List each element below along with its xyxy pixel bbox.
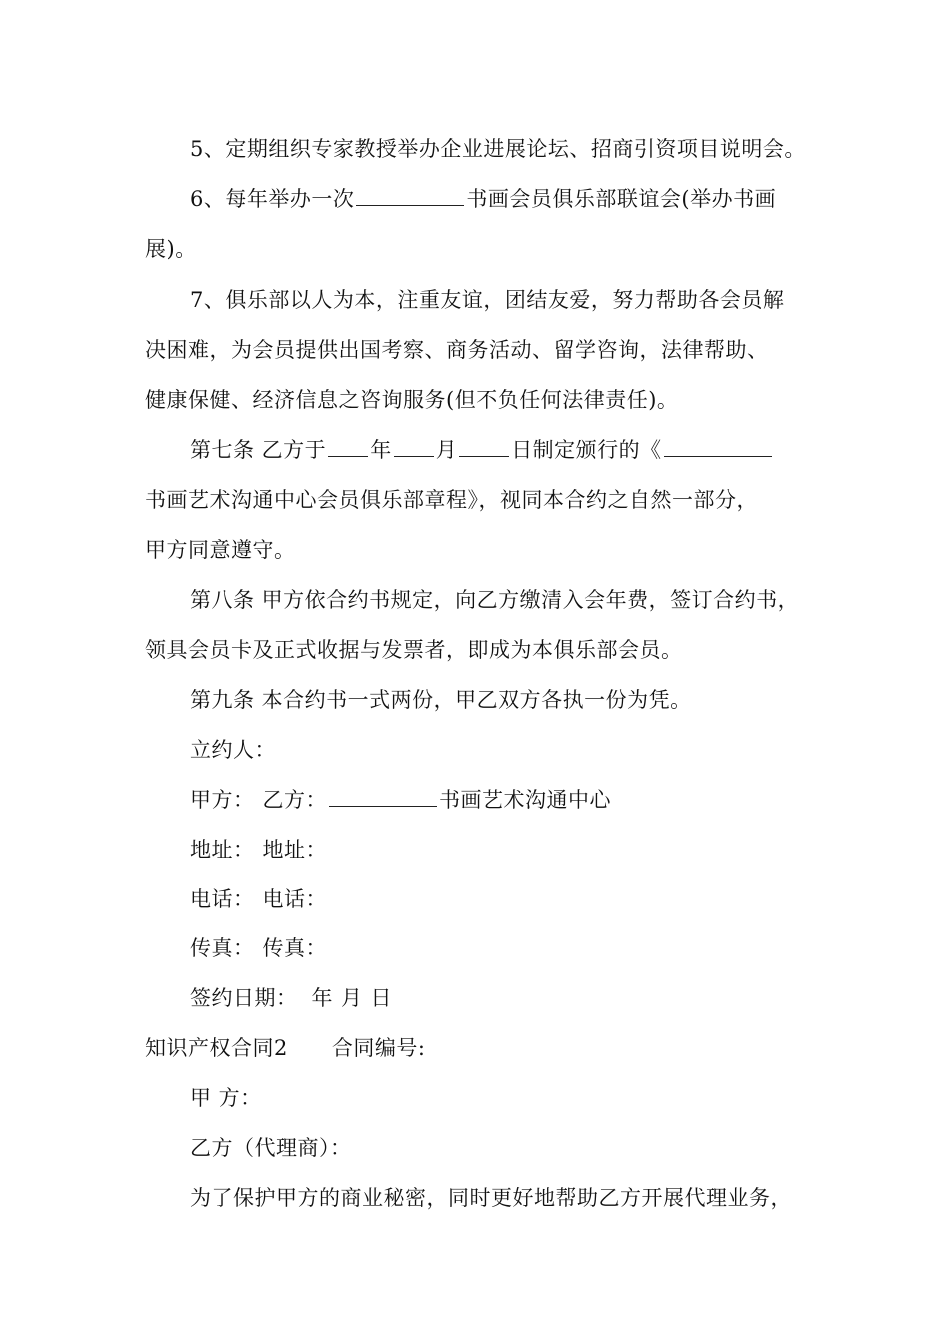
clause-item-7-cont: 决困难，为会员提供出国考察、商务活动、留学咨询，法律帮助、: [145, 338, 769, 362]
blank-line: [329, 786, 437, 807]
fax-row: 传真： 传真：: [190, 936, 327, 960]
blank-line: [328, 436, 368, 457]
article-7-cont: 甲方同意遵守。: [145, 538, 296, 562]
party-names-row: 甲方： 乙方： 书画艺术沟通中心: [190, 788, 611, 812]
phone-row: 电话： 电话：: [190, 887, 327, 911]
blank-line: [394, 436, 434, 457]
clause-item-6: 6、每年举办一次 书画会员俱乐部联谊会(举办书画: [190, 187, 777, 211]
contract-2-heading: 知识产权合同2 合同编号:: [145, 1036, 426, 1060]
clause-item-6-cont: 展)。: [145, 237, 197, 261]
article-7-cont: 书画艺术沟通中心会员俱乐部章程》，视同本合约之自然一部分，: [145, 488, 758, 512]
signatories-heading: 立约人：: [190, 738, 276, 762]
article-9: 第九条 本合约书一式两份，甲乙双方各执一份为凭。: [190, 688, 692, 712]
clause-item-7-cont: 健康保健、经济信息之咨询服务(但不负任何法律责任)。: [145, 388, 679, 412]
article-8-cont: 领具会员卡及正式收据与发票者，即成为本俱乐部会员。: [145, 638, 683, 662]
clause-item-7: 7、俱乐部以人为本，注重友谊，团结友爱，努力帮助各会员解: [190, 288, 785, 312]
blank-line: [356, 185, 464, 206]
clause-item-5: 5、定期组织专家教授举办企业进展论坛、招商引资项目说明会。: [190, 137, 806, 161]
article-7: 第七条 乙方于 年 月 日制定颁行的《: [190, 435, 774, 465]
blank-line: [664, 436, 772, 457]
party-a-label: 甲 方：: [190, 1086, 262, 1110]
blank-line: [459, 436, 509, 457]
article-8: 第八条 甲方依合约书规定，向乙方缴清入会年费，签订合约书，: [190, 588, 800, 612]
contract-2-preamble: 为了保护甲方的商业秘密，同时更好地帮助乙方开展代理业务，: [190, 1186, 792, 1210]
address-row: 地址： 地址：: [190, 838, 327, 862]
signing-date-row: 签约日期： 年 月 日: [190, 986, 392, 1010]
party-b-label: 乙方（代理商）：: [190, 1136, 352, 1160]
